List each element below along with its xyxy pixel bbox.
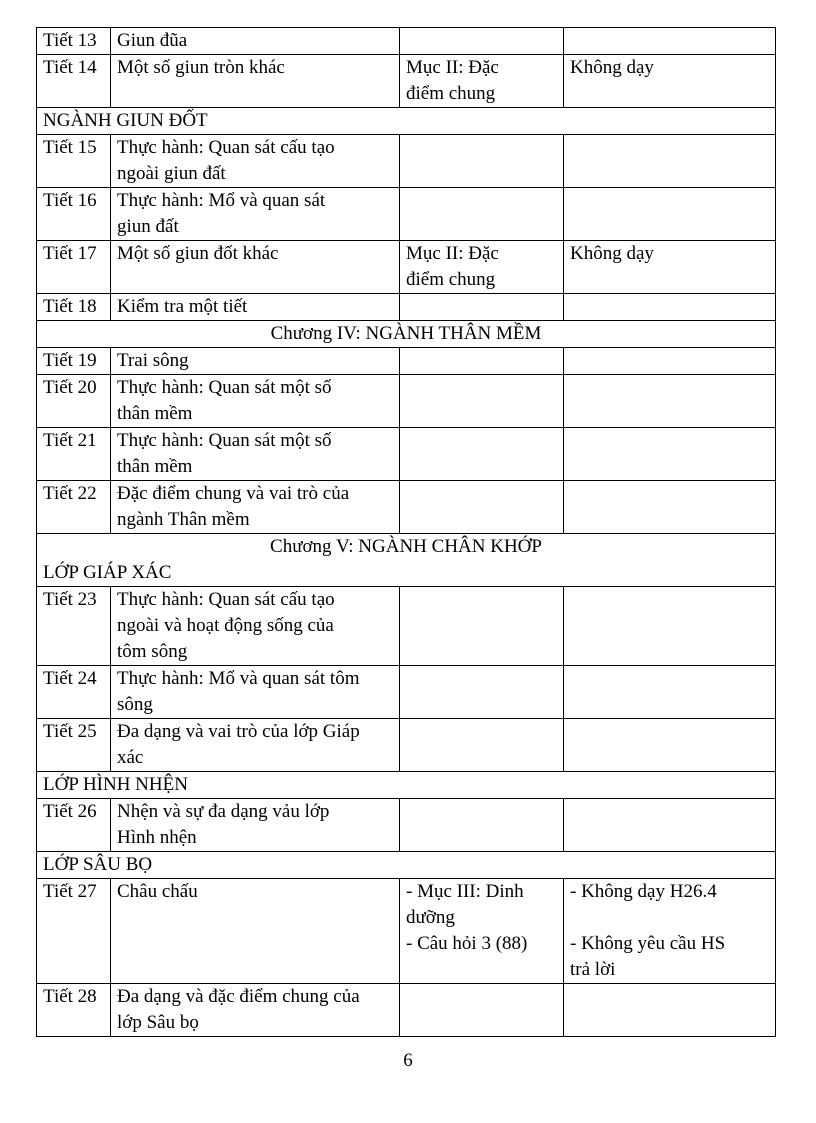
lesson-row: [37, 799, 776, 852]
lesson-title: Nhện và sự đa dạng vảu lớp Hình nhện: [111, 799, 400, 852]
omitted-section: [400, 375, 564, 428]
lesson-title: Thực hành: Mổ và quan sát giun đất: [111, 188, 400, 241]
lesson-period: Tiết 16: [37, 188, 111, 241]
teaching-note: [564, 799, 776, 852]
lesson-title: Thực hành: Quan sát một số thân mềm: [111, 375, 400, 428]
lesson-title: Đa dạng và vai trò của lớp Giáp xác: [111, 719, 400, 772]
lesson-row: [37, 375, 776, 428]
lesson-period: Tiết 17: [37, 241, 111, 294]
lesson-period: Tiết 20: [37, 375, 111, 428]
omitted-section: Mục II: Đặc điểm chung: [400, 55, 564, 108]
teaching-note: [564, 348, 776, 375]
omitted-section: [400, 348, 564, 375]
lesson-row: [37, 241, 776, 294]
section-heading: LỚP GIÁP XÁC: [43, 562, 172, 583]
lesson-period: Tiết 28: [37, 984, 111, 1037]
teaching-note: [564, 188, 776, 241]
lesson-row: [37, 428, 776, 481]
omitted-section: - Mục III: Dinh dưỡng - Câu hỏi 3 (88): [400, 879, 564, 984]
omitted-section: Mục II: Đặc điểm chung: [400, 241, 564, 294]
lesson-title: Đa dạng và đặc điểm chung của lớp Sâu bọ: [111, 984, 400, 1037]
section-heading: NGÀNH GIUN ĐỐT: [37, 108, 776, 135]
lesson-period: Tiết 27: [37, 879, 111, 984]
teaching-note: [564, 481, 776, 534]
section-heading-row: [37, 772, 776, 799]
lesson-row: [37, 587, 776, 666]
lesson-title: Một số giun tròn khác: [111, 55, 400, 108]
lesson-title: Châu chấu: [111, 879, 400, 984]
omitted-section: [400, 984, 564, 1037]
lesson-row: [37, 294, 776, 321]
lesson-row: [37, 984, 776, 1037]
lesson-title: Giun đũa: [111, 28, 400, 55]
teaching-note: [564, 984, 776, 1037]
teaching-note: [564, 719, 776, 772]
lesson-row: [37, 879, 776, 984]
lesson-row: [37, 28, 776, 55]
lesson-title: Thực hành: Mổ và quan sát tôm sông: [111, 666, 400, 719]
omitted-section: [400, 719, 564, 772]
lesson-title: Thực hành: Quan sát một số thân mềm: [111, 428, 400, 481]
teaching-note: [564, 375, 776, 428]
lesson-row: [37, 719, 776, 772]
lesson-period: Tiết 25: [37, 719, 111, 772]
teaching-note: Không dạy: [564, 241, 776, 294]
lesson-period: Tiết 18: [37, 294, 111, 321]
section-heading: LỚP HÌNH NHỆN: [37, 772, 776, 799]
lesson-title: Thực hành: Quan sát cấu tạo ngoài giun đất: [111, 135, 400, 188]
lesson-period: Tiết 23: [37, 587, 111, 666]
teaching-note: [564, 135, 776, 188]
teaching-note: - Không dạy H26.4 - Không yêu cầu HS trả lời: [564, 879, 776, 984]
chapter-heading: Chương V: NGÀNH CHÂN KHỚP: [270, 536, 542, 557]
lesson-period: Tiết 15: [37, 135, 111, 188]
teaching-note: [564, 28, 776, 55]
lesson-row: [37, 55, 776, 108]
chapter-heading-cell: [37, 534, 776, 587]
omitted-section: [400, 28, 564, 55]
lesson-title: Thực hành: Quan sát cấu tạo ngoài và hoạt động sống của tôm sông: [111, 587, 400, 666]
teaching-note: [564, 428, 776, 481]
omitted-section: [400, 666, 564, 719]
omitted-section: [400, 799, 564, 852]
lesson-title: Kiểm tra một tiết: [111, 294, 400, 321]
lesson-row: [37, 481, 776, 534]
lesson-period: Tiết 14: [37, 55, 111, 108]
chapter-heading-row: [37, 534, 776, 587]
omitted-section: [400, 587, 564, 666]
lesson-period: Tiết 24: [37, 666, 111, 719]
teaching-note: [564, 587, 776, 666]
chapter-heading-row: [37, 321, 776, 348]
lesson-title: Trai sông: [111, 348, 400, 375]
omitted-section: [400, 481, 564, 534]
teaching-note: Không dạy: [564, 55, 776, 108]
lesson-title: Đặc điểm chung và vai trò của ngành Thân mềm: [111, 481, 400, 534]
section-heading-row: [37, 852, 776, 879]
omitted-section: [400, 135, 564, 188]
section-heading-row: [37, 108, 776, 135]
lesson-row: [37, 135, 776, 188]
lesson-period: Tiết 21: [37, 428, 111, 481]
teaching-note: [564, 666, 776, 719]
page-number: 6: [403, 1050, 413, 1071]
lesson-row: [37, 188, 776, 241]
chapter-heading: Chương IV: NGÀNH THÂN MỀM: [37, 321, 776, 348]
lesson-row: [37, 666, 776, 719]
section-heading: LỚP SÂU BỌ: [37, 852, 776, 879]
curriculum-table-body: [37, 28, 776, 1037]
omitted-section: [400, 188, 564, 241]
teaching-note: [564, 294, 776, 321]
lesson-period: Tiết 19: [37, 348, 111, 375]
omitted-section: [400, 294, 564, 321]
lesson-row: [37, 348, 776, 375]
lesson-period: Tiết 13: [37, 28, 111, 55]
curriculum-table: [36, 27, 776, 1037]
lesson-period: Tiết 26: [37, 799, 111, 852]
omitted-section: [400, 428, 564, 481]
lesson-period: Tiết 22: [37, 481, 111, 534]
lesson-title: Một số giun đốt khác: [111, 241, 400, 294]
